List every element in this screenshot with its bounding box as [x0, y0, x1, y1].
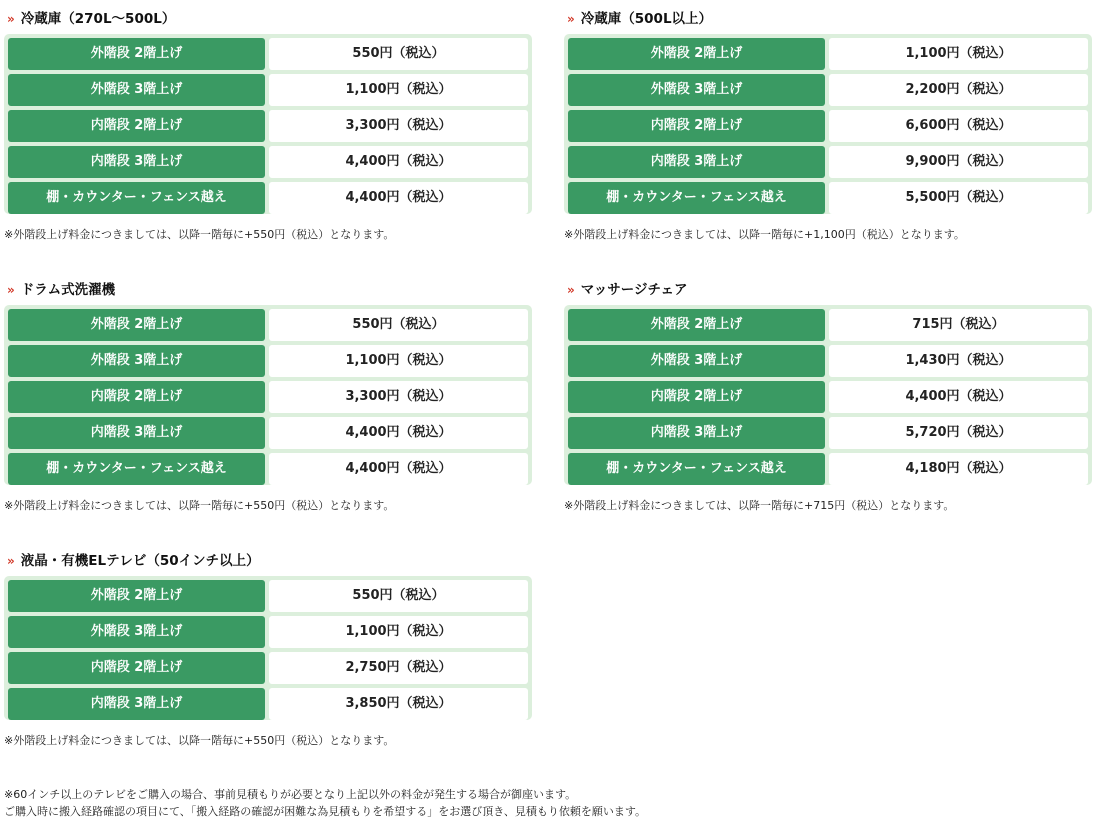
- table-row: [568, 38, 1088, 70]
- chevron-right-icon: »: [7, 554, 15, 568]
- table-row: [568, 381, 1088, 413]
- row-price: 1,430円（税込）: [829, 345, 1088, 377]
- chevron-right-icon: »: [567, 283, 575, 297]
- row-label: 外階段 2階上げ: [8, 38, 265, 70]
- section-title: » 液晶・有機ELテレビ（50インチ以上）: [7, 553, 260, 569]
- row-price: 1,100円（税込）: [269, 74, 528, 106]
- table-row: [8, 309, 528, 341]
- section-note: ※外階段上げ料金につきましては、以降一階毎に+550円（税込）となります。: [4, 734, 395, 747]
- row-price: 1,100円（税込）: [269, 345, 528, 377]
- chevron-right-icon: »: [7, 12, 15, 26]
- table-row: [8, 146, 528, 178]
- section-massage-chair: [564, 279, 1092, 513]
- row-label: 外階段 2階上げ: [8, 309, 265, 341]
- table-row: [8, 417, 528, 449]
- table-row: [568, 146, 1088, 178]
- footer-notes: [4, 786, 646, 820]
- row-label: 内階段 3階上げ: [568, 146, 825, 178]
- row-label: 内階段 3階上げ: [8, 417, 265, 449]
- table-row: [8, 110, 528, 142]
- table-row: [8, 74, 528, 106]
- row-label: 棚・カウンター・フェンス越え: [568, 182, 825, 214]
- row-price: 5,720円（税込）: [829, 417, 1088, 449]
- row-label: 外階段 2階上げ: [8, 580, 265, 612]
- table-row: [8, 652, 528, 684]
- row-price: 4,400円（税込）: [269, 417, 528, 449]
- row-price: 4,400円（税込）: [269, 453, 528, 485]
- footer-note-line: ※60インチ以上のテレビをご購入の場合、事前見積もりが必要となり上記以外の料金が発生する場合が御座います。: [4, 788, 577, 801]
- table-row: [568, 309, 1088, 341]
- row-label: 外階段 3階上げ: [8, 616, 265, 648]
- table-row: [568, 182, 1088, 214]
- row-price: 3,850円（税込）: [269, 688, 528, 720]
- row-price: 6,600円（税込）: [829, 110, 1088, 142]
- row-price: 550円（税込）: [269, 309, 528, 341]
- row-label: 棚・カウンター・フェンス越え: [8, 453, 265, 485]
- section-note: ※外階段上げ料金につきましては、以降一階毎に+550円（税込）となります。: [4, 228, 395, 241]
- section-fridge-500-plus: [564, 8, 1092, 242]
- price-table: [4, 576, 532, 720]
- table-row: [8, 182, 528, 214]
- section-drum-washer: [4, 279, 532, 513]
- section-note: ※外階段上げ料金につきましては、以降一階毎に+1,100円（税込）となります。: [564, 228, 965, 241]
- row-price: 4,400円（税込）: [829, 381, 1088, 413]
- table-row: [568, 74, 1088, 106]
- row-label: 外階段 3階上げ: [8, 345, 265, 377]
- row-price: 4,180円（税込）: [829, 453, 1088, 485]
- section-tv-50-plus: [4, 550, 532, 748]
- row-price: 550円（税込）: [269, 580, 528, 612]
- chevron-right-icon: »: [567, 12, 575, 26]
- section-note: ※外階段上げ料金につきましては、以降一階毎に+550円（税込）となります。: [4, 499, 395, 512]
- table-row: [8, 616, 528, 648]
- row-label: 外階段 3階上げ: [8, 74, 265, 106]
- table-row: [8, 453, 528, 485]
- row-price: 5,500円（税込）: [829, 182, 1088, 214]
- table-row: [568, 417, 1088, 449]
- row-price: 3,300円（税込）: [269, 110, 528, 142]
- chevron-right-icon: »: [7, 283, 15, 297]
- section-title: » 冷蔵庫（270L～500L）: [7, 11, 176, 27]
- row-label: 内階段 2階上げ: [8, 381, 265, 413]
- row-price: 1,100円（税込）: [269, 616, 528, 648]
- section-title: » 冷蔵庫（500L以上）: [567, 11, 713, 27]
- row-price: 2,200円（税込）: [829, 74, 1088, 106]
- row-price: 3,300円（税込）: [269, 381, 528, 413]
- row-label: 外階段 2階上げ: [568, 38, 825, 70]
- row-label: 外階段 3階上げ: [568, 345, 825, 377]
- price-table: [564, 34, 1092, 214]
- table-row: [8, 688, 528, 720]
- table-row: [8, 381, 528, 413]
- row-label: 内階段 3階上げ: [568, 417, 825, 449]
- footer-note-line: ご購入時に搬入経路確認の項目にて、「搬入経路の確認が困難な為見積もりを希望する」をお選び頂き、見積もり依頼を願います。: [4, 805, 646, 818]
- price-table: [4, 34, 532, 214]
- row-label: 内階段 2階上げ: [8, 110, 265, 142]
- section-title: » ドラム式洗濯機: [7, 282, 116, 298]
- row-price: 4,400円（税込）: [269, 146, 528, 178]
- row-label: 内階段 2階上げ: [568, 110, 825, 142]
- row-label: 内階段 2階上げ: [8, 652, 265, 684]
- row-label: 内階段 2階上げ: [568, 381, 825, 413]
- row-price: 550円（税込）: [269, 38, 528, 70]
- row-label: 内階段 3階上げ: [8, 688, 265, 720]
- row-label: 外階段 3階上げ: [568, 74, 825, 106]
- price-table: [4, 305, 532, 485]
- row-price: 9,900円（税込）: [829, 146, 1088, 178]
- row-price: 2,750円（税込）: [269, 652, 528, 684]
- row-price: 4,400円（税込）: [269, 182, 528, 214]
- row-label: 外階段 2階上げ: [568, 309, 825, 341]
- table-row: [568, 453, 1088, 485]
- section-fridge-270-500: [4, 8, 532, 242]
- price-table: [564, 305, 1092, 485]
- row-price: 1,100円（税込）: [829, 38, 1088, 70]
- section-title: » マッサージチェア: [567, 282, 688, 298]
- row-label: 内階段 3階上げ: [8, 146, 265, 178]
- row-price: 715円（税込）: [829, 309, 1088, 341]
- section-note: ※外階段上げ料金につきましては、以降一階毎に+715円（税込）となります。: [564, 499, 955, 512]
- table-row: [568, 110, 1088, 142]
- table-row: [568, 345, 1088, 377]
- table-row: [8, 345, 528, 377]
- row-label: 棚・カウンター・フェンス越え: [568, 453, 825, 485]
- row-label: 棚・カウンター・フェンス越え: [8, 182, 265, 214]
- table-row: [8, 580, 528, 612]
- table-row: [8, 38, 528, 70]
